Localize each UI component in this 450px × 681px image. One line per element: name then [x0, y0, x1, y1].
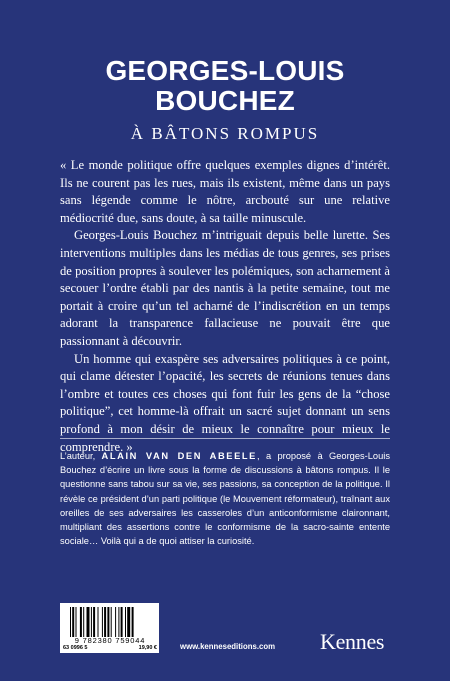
quote-paragraph: Un homme qui exaspère ses adversaires politiques à ce point, qui clame détester l’opacité, les secrets de réunions tenues dans l’ombre et toutes ces choses qui font fuir les gens de la “chose politique”, cet homme-là offrait un sacré sujet donnant un sens profond à mon désir de mieux le connaître pour mieux le comprendre. » — [60, 351, 390, 454]
quote-paragraph: Georges-Louis Bouchez m’intriguait depuis belle lurette. Ses interventions multiples dans les médias de tous genres, ses prises de position propres à soulever les polémiques, son acharnement à secouer l’ordre établi par des nantis à la petite semaine, tout me portait à croire qu’un tel acharné de l’indiscrétion en un temps adorant la transparence fallacieuse ne pouvait être que passionnant à découvrir. — [60, 228, 390, 348]
barcode-bar — [83, 607, 84, 637]
barcode-bar — [70, 607, 71, 637]
publisher-logo: Kennes — [320, 629, 385, 654]
barcode-bar — [121, 607, 123, 637]
barcode — [60, 603, 159, 653]
barcode-bar — [118, 607, 119, 637]
title-line-2: BOUCHEZ — [155, 85, 295, 116]
title-line-1: GEORGES-LOUIS — [105, 55, 345, 86]
section-divider — [60, 438, 390, 439]
about-author-paragraph — [60, 449, 390, 548]
barcode-bar — [115, 607, 116, 637]
book-subtitle: À BÂTONS ROMPUS — [130, 124, 320, 143]
barcode-bar — [107, 607, 109, 637]
barcode-bar — [72, 607, 74, 637]
barcode-bar — [87, 607, 90, 637]
barcode-code-row — [63, 645, 157, 651]
barcode-bar — [104, 607, 106, 637]
quote-block — [60, 157, 390, 456]
barcode-bar — [132, 607, 134, 637]
publisher-website: www.kenneseditions.com — [180, 642, 276, 651]
barcode-bar — [93, 607, 95, 637]
price-label: 19,90 € — [138, 645, 157, 651]
book-title — [0, 56, 450, 116]
barcode-bar — [125, 607, 126, 637]
about-text: , a proposé à Georges-Louis Bouchez d’écrire un livre sous la forme de discussions à bâtons rompus. Il le questionne sans tabou sur sa vie, ses passions, sa conception de la politique. Il révèle ce président d’un parti politique (le Mouvement réformateur), traînant aux oreilles de ses adversaires les casseroles d’un anticonformisme claironnant, multipliant des assertions contre le conformisme de la sacro-sainte entente sociale… Voilà qui a de quoi attiser la curiosité. — [60, 451, 390, 547]
barcode-bar — [102, 607, 103, 637]
author-name: ALAIN VAN DEN ABEELE — [101, 451, 257, 461]
barcode-digits: 9 782380 759044 — [74, 636, 146, 645]
barcode-bar — [111, 607, 112, 637]
barcode-bar — [76, 607, 77, 637]
quote-paragraph: « Le monde politique offre quelques exemples dignes d’intérêt. Ils ne courent pas les rues, mais ils existent, même dans un pays sans légende comme le nôtre, arcbouté sur une relative médiocrité due, sans doute, à sa taille minuscule. — [60, 158, 390, 225]
barcode-bar — [127, 607, 130, 637]
about-author — [60, 449, 390, 548]
barcode-bars — [70, 607, 154, 637]
barcode-bar — [98, 607, 99, 637]
barcode-bar — [91, 607, 92, 637]
product-code: 63 0996 5 — [63, 645, 88, 651]
barcode-bar — [80, 607, 82, 637]
about-prefix: L’auteur, — [60, 451, 102, 461]
